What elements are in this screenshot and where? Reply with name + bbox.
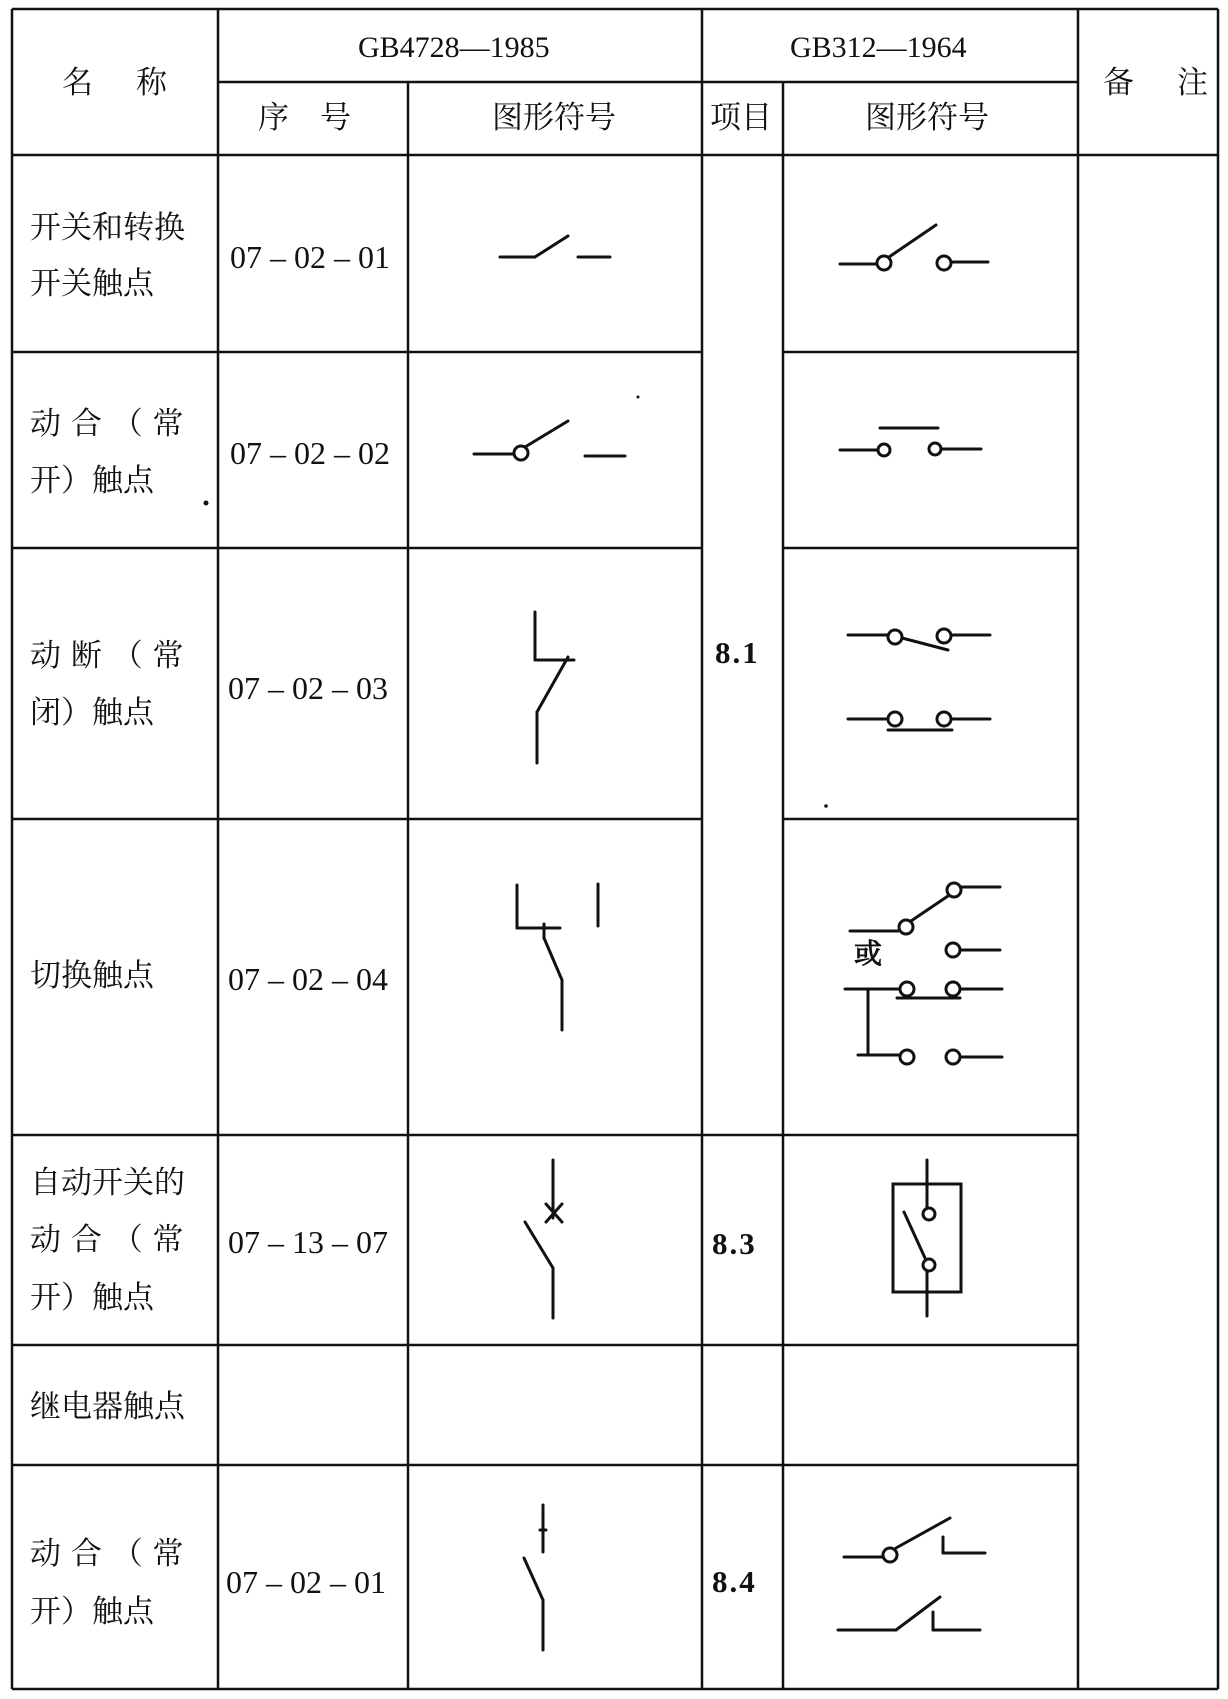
circuit-breaker-make-contact-symbol [525,1160,562,1318]
changeover-contact-symbol-old [845,883,1002,1064]
header-item: 项目 [710,100,772,136]
header-remark: 备 注 [1103,65,1214,101]
make-contact-symbol [474,421,625,460]
header-symbol-new: 图形符号 [492,100,616,136]
row-7-name-line-2: 开）触点 [30,1594,154,1630]
row-1-name-line-2: 开关触点 [30,266,154,302]
header-name: 名 称 [62,65,173,101]
changeover-contact-symbol [517,884,598,1030]
row-1-seq: 07 – 02 – 01 [230,239,390,275]
row-5-seq: 07 – 13 – 07 [228,1224,388,1260]
row-4-old-symbol-text: 或 [854,937,883,970]
header-gb4728: GB4728—1985 [358,31,550,64]
relay-make-contact-symbol [524,1505,546,1650]
row-5-name-line-3: 开）触点 [30,1280,154,1316]
make-contact-symbol-old [840,428,981,456]
header-gb312: GB312—1964 [790,31,967,64]
relay-make-contact-symbol-old [838,1518,985,1630]
row-5-name-line-1: 自动开关的 [30,1165,185,1201]
row-7-seq: 07 – 02 – 01 [226,1564,386,1600]
break-contact-symbol [535,612,574,763]
row-3-name-line-1: 动 断 （ 常 [30,638,184,674]
circuit-breaker-make-contact-symbol-old [893,1160,961,1316]
row-7-name-line-1: 动 合 （ 常 [30,1536,184,1572]
row-3-seq: 07 – 02 – 03 [228,670,388,706]
header-seq: 序 号 [258,100,351,136]
item-8-1: 8.1 [715,635,760,670]
row-6-name: 继电器触点 [30,1389,185,1425]
row-5-name-line-2: 动 合 （ 常 [30,1222,184,1258]
row-4-name-line-1: 切换触点 [30,958,154,994]
row-3-name-line-2: 闭）触点 [30,695,154,731]
row-2-name-line-2: 开）触点 [30,463,154,499]
item-8-4: 8.4 [712,1564,757,1599]
header-symbol-old: 图形符号 [865,100,989,136]
row-1-name-line-1: 开关和转换 [30,210,185,246]
row-4-seq: 07 – 02 – 04 [228,961,388,997]
break-contact-symbol-old [848,629,990,730]
switch-contact-symbol [500,236,610,257]
item-8-3: 8.3 [712,1226,757,1261]
row-2-seq: 07 – 02 – 02 [230,435,390,471]
switch-contact-symbol-old [840,225,988,270]
row-2-name-line-1: 动 合 （ 常 [30,406,184,442]
